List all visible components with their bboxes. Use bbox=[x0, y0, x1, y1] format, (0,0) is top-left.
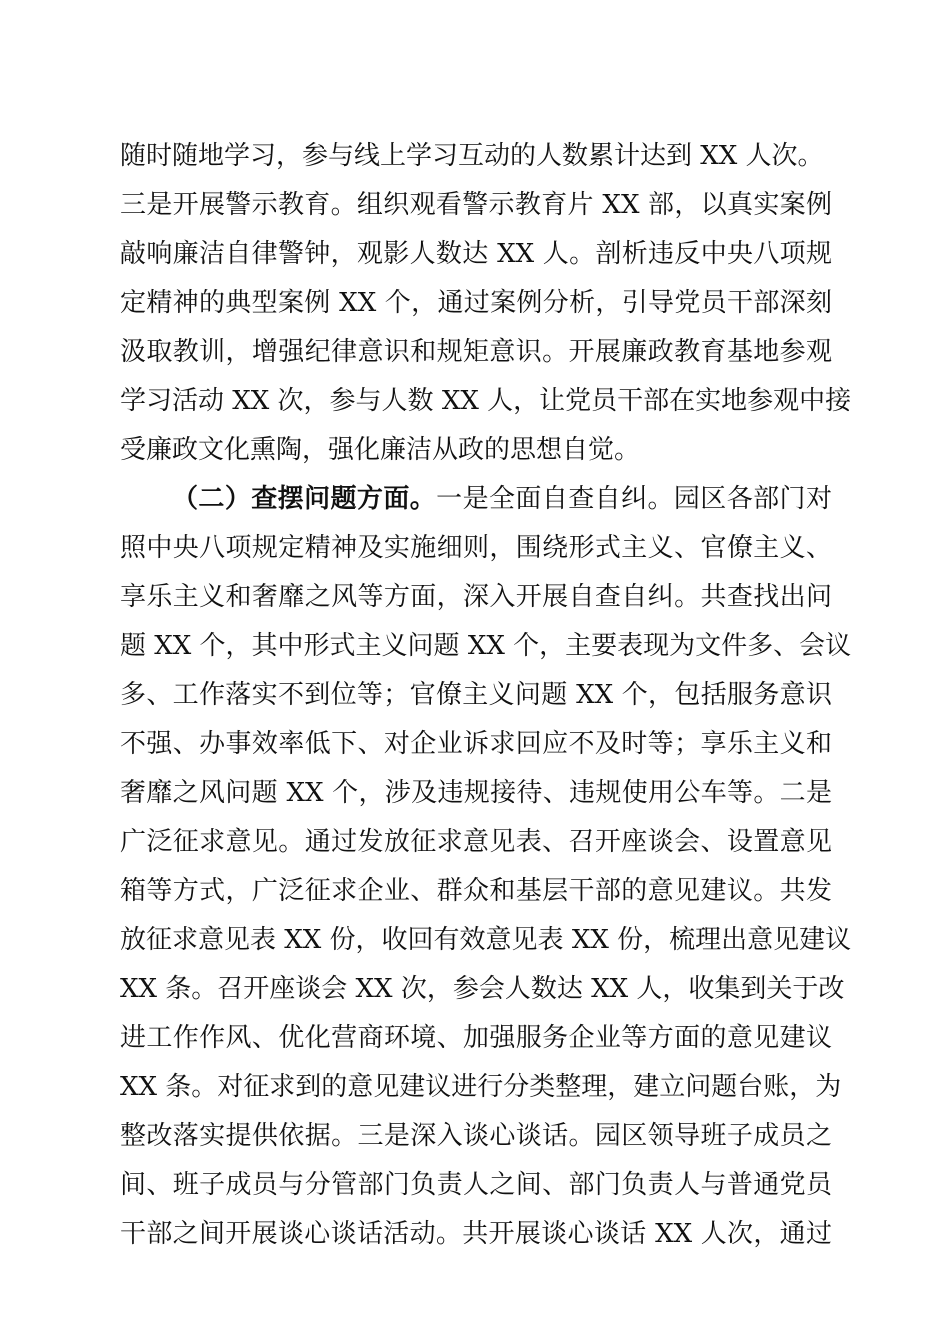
paragraph-2-line-3: 享乐主义和奢靡之风等方面，深入开展自查自纠。共查找出问 bbox=[120, 582, 832, 612]
paragraph-2-line-4: 题 XX 个，其中形式主义问题 XX 个，主要表现为文件多、会议 bbox=[120, 631, 852, 661]
paragraph-2-first-line bbox=[120, 475, 832, 524]
paragraph-1-line-1: 随时随地学习，参与线上学习互动的人数累计达到 XX 人次。 bbox=[120, 141, 824, 171]
paragraph-1-line-6: 学习活动 XX 次，参与人数 XX 人，让党员干部在实地参观中接 bbox=[120, 386, 852, 416]
paragraph-2-line-15: 间、班子成员与分管部门负责人之间、部门负责人与普通党员 bbox=[120, 1170, 832, 1200]
paragraph-2-line-8: 广泛征求意见。通过发放征求意见表、召开座谈会、设置意见 bbox=[120, 827, 832, 857]
paragraph-2-line-6: 不强、办事效率低下、对企业诉求回应不及时等；享乐主义和 bbox=[120, 729, 832, 759]
paragraph-2-line-12: 进工作作风、优化营商环境、加强服务企业等方面的意见建议 bbox=[120, 1023, 832, 1053]
paragraph-1-line-7: 受廉政文化熏陶，强化廉洁从政的思想自觉。 bbox=[120, 435, 641, 465]
paragraph-1-line-3: 敲响廉洁自律警钟，观影人数达 XX 人。剖析违反中央八项规 bbox=[120, 239, 832, 269]
paragraph-2-line-7: 奢靡之风问题 XX 个，涉及违规接待、违规使用公车等。二是 bbox=[120, 778, 832, 808]
paragraph-2-line-16: 干部之间开展谈心谈话活动。共开展谈心谈话 XX 人次，通过 bbox=[120, 1219, 832, 1249]
paragraph-1-line-5: 汲取教训，增强纪律意识和规矩意识。开展廉政教育基地参观 bbox=[120, 337, 832, 367]
paragraph-2-line-11: XX 条。召开座谈会 XX 次，参会人数达 XX 人，收集到关于改 bbox=[120, 974, 845, 1004]
paragraph-2-line-9: 箱等方式，广泛征求企业、群众和基层干部的意见建议。共发 bbox=[120, 876, 832, 906]
paragraph-1-line-4: 定精神的典型案例 XX 个，通过案例分析，引导党员干部深刻 bbox=[120, 288, 832, 318]
paragraph-1-line-2: 三是开展警示教育。组织观看警示教育片 XX 部，以真实案例 bbox=[120, 190, 832, 220]
document-body bbox=[120, 132, 852, 1259]
paragraph-2-line-10: 放征求意见表 XX 份，收回有效意见表 XX 份，梳理出意见建议 bbox=[120, 925, 852, 955]
paragraph-2-line-5: 多、工作落实不到位等；官僚主义问题 XX 个，包括服务意识 bbox=[120, 680, 832, 710]
paragraph-2-line-14: 整改落实提供依据。三是深入谈心谈话。园区领导班子成员之 bbox=[120, 1121, 832, 1151]
paragraph-2-line-13: XX 条。对征求到的意见建议进行分类整理，建立问题台账，为 bbox=[120, 1072, 842, 1102]
section-heading: （二）查摆问题方面。 bbox=[172, 484, 437, 514]
paragraph-2-line-2: 照中央八项规定精神及实施细则，围绕形式主义、官僚主义、 bbox=[120, 533, 832, 563]
paragraph-2-first-line-text: 一是全面自查自纠。园区各部门对 bbox=[436, 484, 832, 514]
